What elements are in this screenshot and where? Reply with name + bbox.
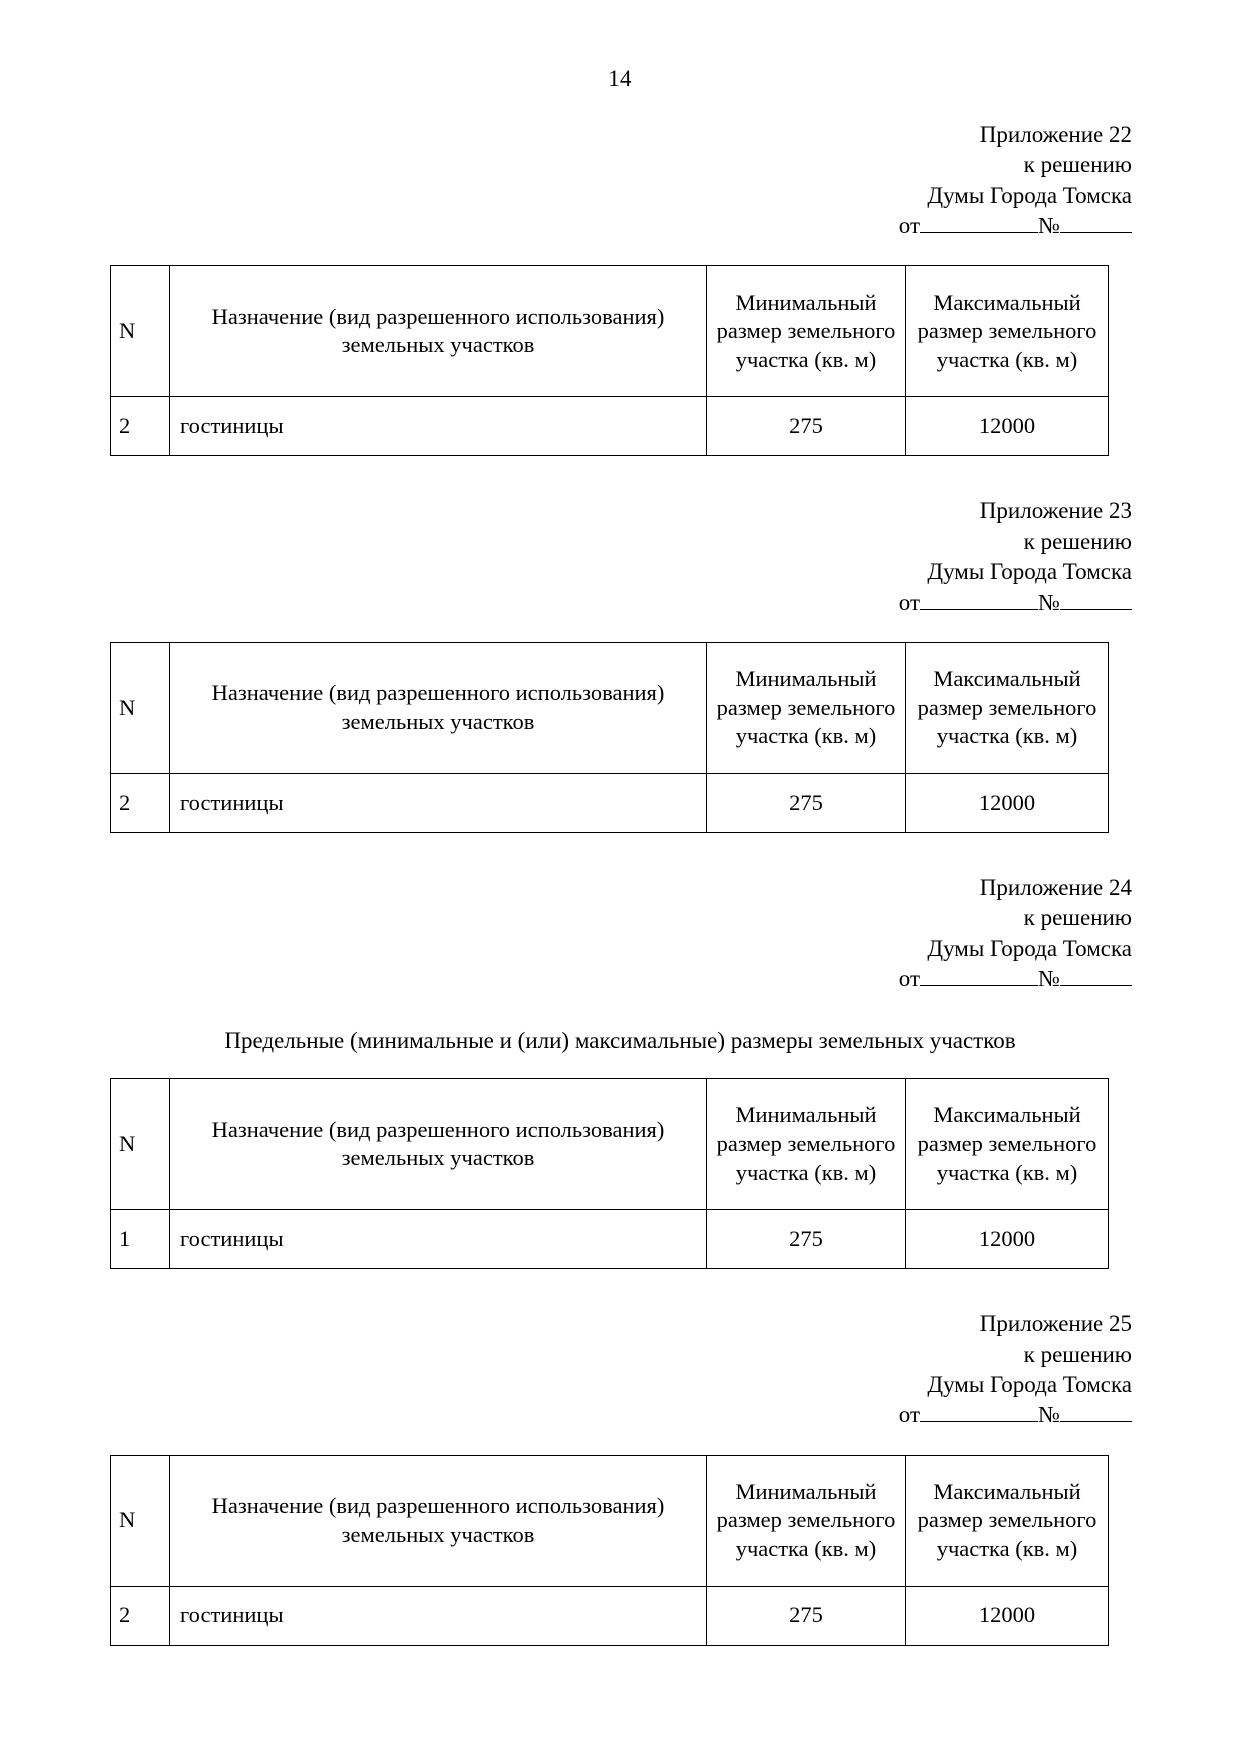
header-name: Назначение (вид разрешенного использования) земельных участков (170, 266, 707, 397)
appendix-section-23 (0, 496, 1240, 832)
land-plot-size-table (110, 1078, 1109, 1269)
appendix-duma-line: Думы Города Томска (927, 182, 1132, 208)
cell-n: 1 (111, 1210, 170, 1269)
cell-name: гостиницы (170, 1586, 707, 1645)
header-n: N (111, 1455, 170, 1586)
cell-min-size: 275 (707, 773, 906, 832)
appendix-heading (0, 1309, 1240, 1430)
cell-min-size: 275 (707, 1210, 906, 1269)
header-name: Назначение (вид разрешенного использования) земельных участков (170, 642, 707, 773)
number-sign: № (1038, 965, 1060, 991)
appendix-title: Приложение 22 (979, 122, 1132, 147)
appendix-duma-line: Думы Города Томска (927, 935, 1132, 961)
appendix-date-line (0, 588, 1132, 618)
cell-max-size: 12000 (906, 773, 1109, 832)
appendix-heading (0, 496, 1240, 617)
number-blank (1060, 609, 1132, 610)
date-blank (920, 609, 1038, 610)
cell-name: гостиницы (170, 773, 707, 832)
cell-name: гостиницы (170, 1210, 707, 1269)
appendix-duma-line: Думы Города Томска (927, 1372, 1132, 1398)
table-row (111, 397, 1109, 456)
cell-n: 2 (111, 397, 170, 456)
appendix-section-22 (0, 120, 1240, 456)
appendix-title: Приложение 24 (979, 874, 1132, 900)
date-prefix: от (898, 589, 921, 615)
header-min-size: Минимальный размер земельного участка (кв. м) (707, 1455, 906, 1586)
appendix-title: Приложение 23 (979, 498, 1132, 524)
cell-n: 2 (111, 773, 170, 832)
header-n: N (111, 642, 170, 773)
table-header-row (111, 1079, 1109, 1210)
date-blank (920, 985, 1038, 986)
cell-n: 2 (111, 1586, 170, 1645)
date-blank (920, 1421, 1038, 1422)
appendix-duma-line: Думы Города Томска (927, 559, 1132, 585)
appendix-heading (0, 873, 1240, 994)
number-sign: № (1038, 1402, 1060, 1428)
cell-name: гостиницы (170, 397, 707, 456)
appendix-decision-line: к решению (1023, 528, 1132, 554)
land-plot-size-table (110, 265, 1109, 456)
section-title: Предельные (минимальные и (или) максимальные) размеры земельных участков (224, 1028, 1016, 1054)
date-blank (920, 232, 1038, 233)
header-min-size: Минимальный размер земельного участка (кв. м) (707, 642, 906, 773)
number-blank (1060, 1421, 1132, 1422)
land-plot-size-table (110, 1455, 1109, 1646)
table-header-row (111, 266, 1109, 397)
table-header-row (111, 1455, 1109, 1586)
appendix-date-line (0, 1400, 1132, 1430)
date-prefix: от (898, 965, 921, 991)
appendix-decision-line: к решению (1023, 1341, 1132, 1367)
cell-min-size: 275 (707, 397, 906, 456)
header-max-size: Максимальный размер земельного участка (кв. м) (906, 1455, 1109, 1586)
number-blank (1060, 232, 1132, 233)
number-sign: № (1038, 213, 1060, 239)
cell-max-size: 12000 (906, 1210, 1109, 1269)
land-plot-size-table (110, 642, 1109, 833)
date-prefix: от (898, 1402, 921, 1428)
table-header-row (111, 642, 1109, 773)
appendix-decision-line: к решению (1023, 905, 1132, 931)
cell-max-size: 12000 (906, 1586, 1109, 1645)
header-min-size: Минимальный размер земельного участка (кв. м) (707, 1079, 906, 1210)
header-min-size: Минимальный размер земельного участка (кв. м) (707, 266, 906, 397)
table-row (111, 773, 1109, 832)
appendix-section-25 (0, 1309, 1240, 1645)
appendix-date-line (0, 211, 1132, 241)
appendix-section-24 (0, 873, 1240, 1269)
cell-max-size: 12000 (906, 397, 1109, 456)
header-n: N (111, 266, 170, 397)
header-n: N (111, 1079, 170, 1210)
header-name: Назначение (вид разрешенного использования) земельных участков (170, 1079, 707, 1210)
header-max-size: Максимальный размер земельного участка (кв. м) (906, 1079, 1109, 1210)
number-sign: № (1038, 589, 1060, 615)
appendix-date-line (0, 964, 1132, 994)
cell-min-size: 275 (707, 1586, 906, 1645)
appendix-heading (0, 120, 1240, 241)
header-max-size: Максимальный размер земельного участка (кв. м) (906, 642, 1109, 773)
number-blank (1060, 985, 1132, 986)
appendix-decision-line: к решению (1023, 152, 1132, 178)
page-number: 14 (608, 66, 632, 91)
header-max-size: Максимальный размер земельного участка (кв. м) (906, 266, 1109, 397)
date-prefix: от (898, 213, 921, 239)
table-row (111, 1210, 1109, 1269)
table-row (111, 1586, 1109, 1645)
header-name: Назначение (вид разрешенного использования) земельных участков (170, 1455, 707, 1586)
appendix-title: Приложение 25 (979, 1311, 1132, 1337)
